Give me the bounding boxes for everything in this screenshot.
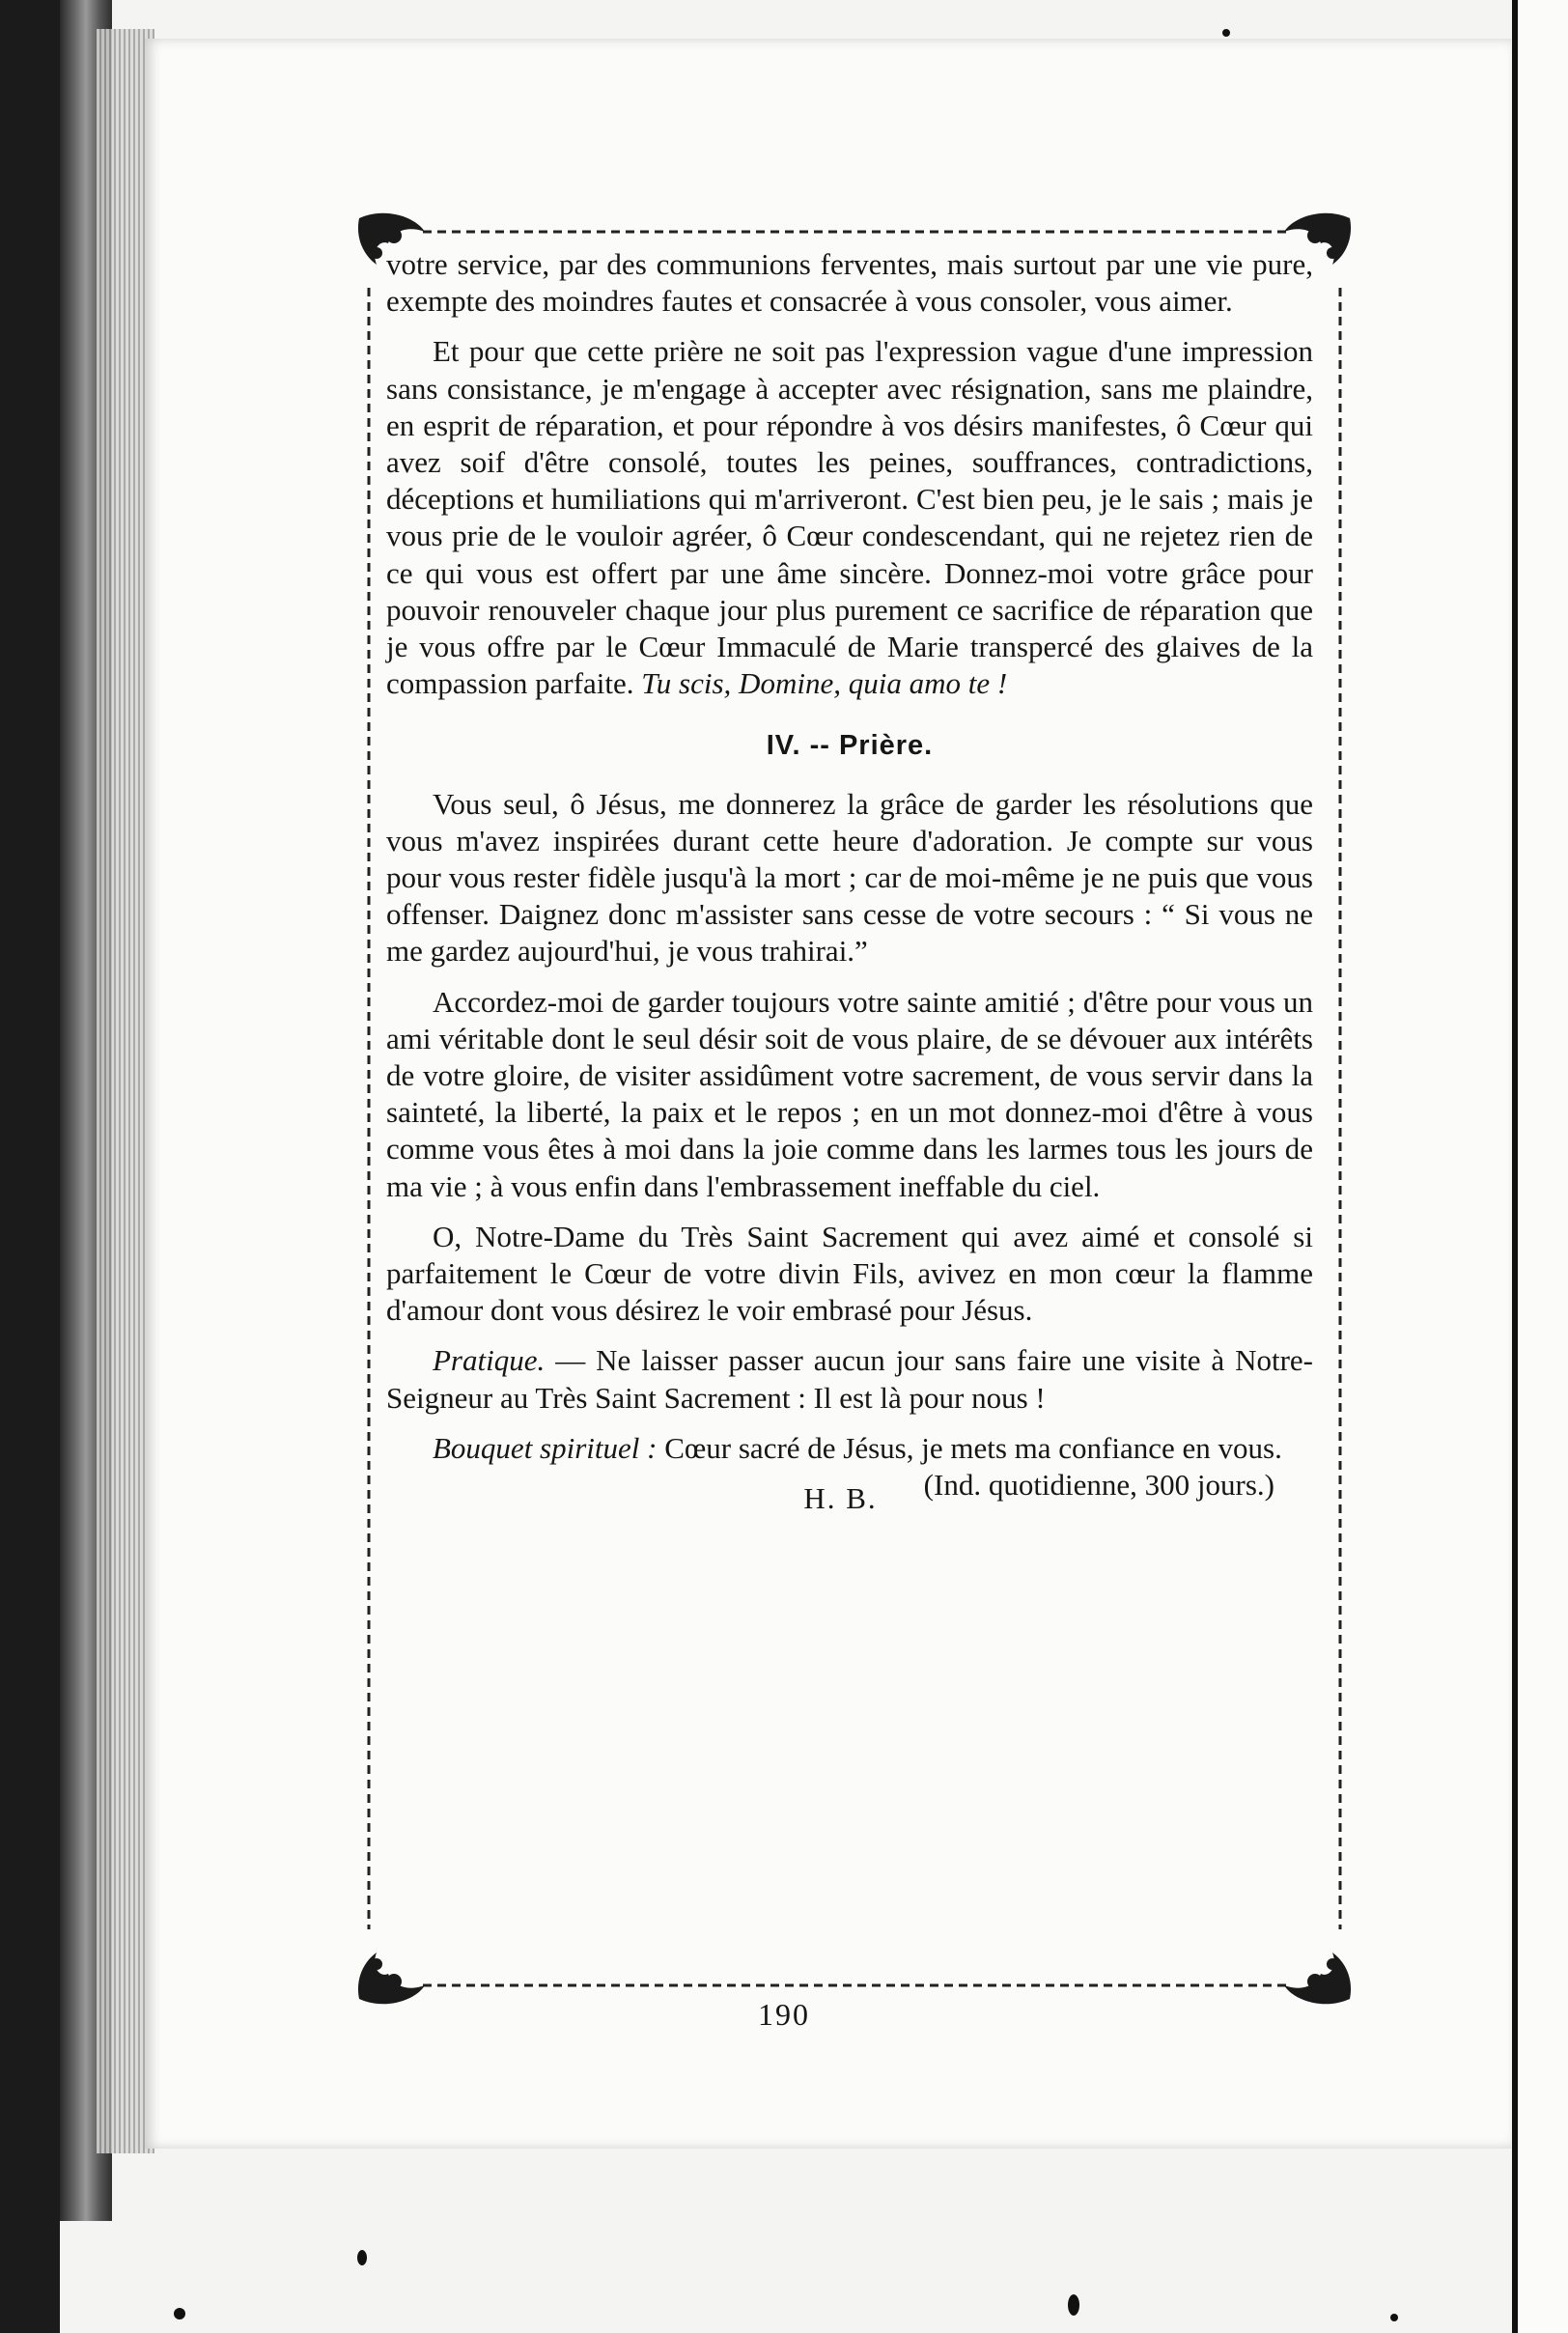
indulgence-note: (Ind. quotidienne, 300 jours.) [923,1468,1274,1503]
scan-speck [1068,2294,1079,2316]
pratique-label: Pratique. [433,1343,546,1378]
paragraph-1: votre service, par des communions ferventes, mais surtout par une vie pure, exempte des moindres fautes et consacrée à vous consoler, vous aimer. [386,247,1313,319]
page-number: 190 [758,1997,810,2032]
facing-page-edge [1512,0,1568,2333]
bouquet-text: Cœur sacré de Jésus, je mets ma confiance en vous. [664,1430,1282,1465]
scan-speck [174,2308,185,2319]
scan-speck [1390,2314,1398,2321]
signature: H. B. [803,1481,878,1516]
pratique-text: — Ne laisser passer aucun jour sans faire une visite à Notre-Seigneur au Très Saint Sacrement : Il est là pour nous ! [386,1343,1313,1415]
scan-background-left [0,0,60,2333]
latin-quote: Tu scis, Domine, quia amo te ! [641,666,1008,701]
scan-speck [1222,29,1230,37]
paragraph-3: Vous seul, ô Jésus, me donnerez la grâce de garder les résolutions que vous m'avez inspirées durant cette heure d'adoration. Je compte sur vous pour vous rester fidèle jusqu'à la mort ; car de moi-même je ne puis que vous offenser. Daignez donc m'assister sans cesse de votre secours : “ Si vous ne me gardez aujourd'hui, je vous trahirai.” [386,786,1313,969]
scan-speck [357,2250,367,2265]
paragraph-4: Accordez-moi de garder toujours votre sainte amitié ; d'être pour vous un ami véritable dont le seul désir soit de vous plaire, de se dévouer aux intérêts de votre gloire, de visiter assidûment votre sacrement, de vous servir dans la sainteté, la liberté, la paix et le repos ; en un mot donnez-moi d'être à vous comme vous êtes à moi dans la joie comme dans les larmes tous les jours de ma vie ; à vous enfin dans l'embrassement ineffable du ciel. [386,984,1313,1203]
section-heading: IV. -- Prière. [766,730,934,762]
paragraph-2-text: Et pour que cette prière ne soit pas l'expression vague d'une impression sans consistance, je m'engage à accepter avec résignation, sans me plaindre, en esprit de réparation, et pour répondre à vos désirs manifestes, ô Cœur qui avez soif d'être consolé, toutes les peines, souffrances, contradictions, déceptions et humiliations qui m'arriveront. C'est bien peu, je le sais ; mais je vous prie de le vouloir agréer, ô Cœur condescendant, qui ne rejetez rien de ce qui vous est offert par une âme sincère. Donnez-moi votre grâce pour pouvoir renouveler chaque jour plus purement ce sacrifice de réparation que je vous offre par le Cœur Immaculé de Marie transpercé des glaives de la compassion parfaite. [386,334,1313,701]
bouquet-label: Bouquet spirituel : [433,1430,658,1465]
page-text [386,246,1313,1517]
paragraph-2 [386,333,1313,702]
paragraph-5: O, Notre-Dame du Très Saint Sacrement qui avez aimé et consolé si parfaitement le Cœur de votre divin Fils, avivez en mon cœur la flamme d'amour dont vous désirez le voir embrasé pour Jésus. [386,1219,1313,1328]
pratique-paragraph [386,1342,1313,1416]
